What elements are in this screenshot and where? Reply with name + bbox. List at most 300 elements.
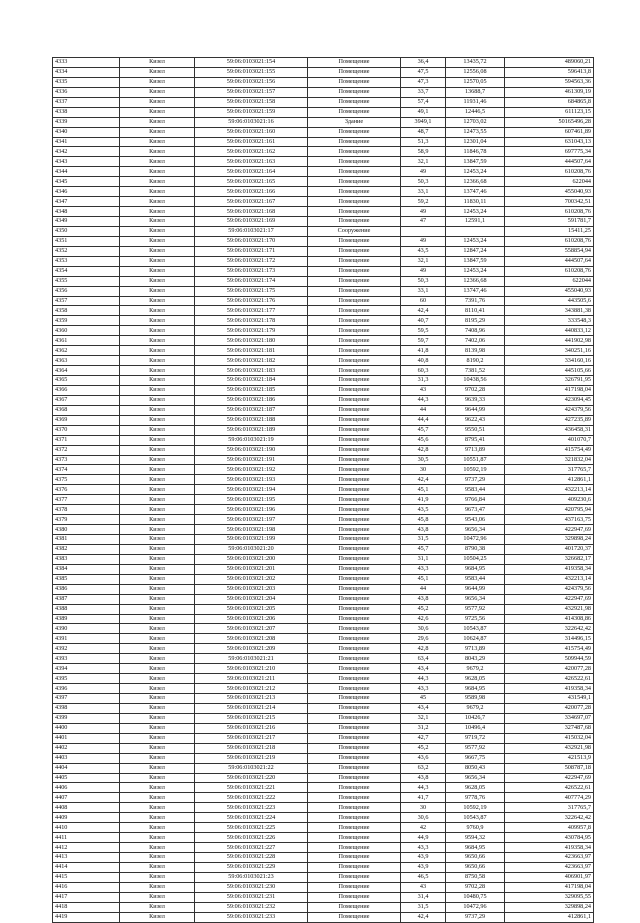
object-type-cell: Помещение bbox=[308, 445, 401, 455]
row-number: 4379 bbox=[53, 515, 120, 525]
row-number: 4392 bbox=[53, 644, 120, 654]
table-row bbox=[53, 296, 594, 306]
table-row bbox=[53, 147, 594, 157]
unit-price-cell: 8110,41 bbox=[446, 306, 505, 316]
cadastral-number-cell: 59:06:0103021:205 bbox=[195, 604, 308, 614]
table-row bbox=[53, 77, 594, 87]
cadastral-value-cell: 321832,04 bbox=[505, 455, 594, 465]
unit-price-cell: 12556,08 bbox=[446, 67, 505, 77]
table-row bbox=[53, 862, 594, 872]
table-row bbox=[53, 783, 594, 793]
cadastral-value-cell: 610208,76 bbox=[505, 167, 594, 177]
cadastral-number-cell: 59:06:0103021:154 bbox=[195, 58, 308, 68]
object-type-cell: Помещение bbox=[308, 455, 401, 465]
area-cell: 41,7 bbox=[401, 793, 446, 803]
table-row bbox=[53, 246, 594, 256]
row-number: 4418 bbox=[53, 902, 120, 912]
unit-price-cell: 13747,46 bbox=[446, 286, 505, 296]
cadastral-value-cell: 334160,16 bbox=[505, 356, 594, 366]
object-type-cell: Помещение bbox=[308, 336, 401, 346]
area-cell: 45,7 bbox=[401, 425, 446, 435]
row-number: 4354 bbox=[53, 266, 120, 276]
row-number: 4363 bbox=[53, 356, 120, 366]
object-type-cell: Здание bbox=[308, 117, 401, 127]
cadastral-value-cell: 334697,07 bbox=[505, 713, 594, 723]
object-type-cell: Помещение bbox=[308, 773, 401, 783]
table-row bbox=[53, 594, 594, 604]
area-cell: 33,1 bbox=[401, 286, 446, 296]
cadastral-value-cell: 445105,66 bbox=[505, 366, 594, 376]
unit-price-cell: 9766,84 bbox=[446, 495, 505, 505]
table-row bbox=[53, 654, 594, 664]
unit-price-cell: 12703,02 bbox=[446, 117, 505, 127]
city-cell: Кизел bbox=[120, 97, 195, 107]
table-row bbox=[53, 634, 594, 644]
object-type-cell: Помещение bbox=[308, 415, 401, 425]
cadastral-number-cell: 59:06:0103021:223 bbox=[195, 803, 308, 813]
row-number: 4362 bbox=[53, 346, 120, 356]
unit-price-cell: 9684,95 bbox=[446, 843, 505, 853]
area-cell: 43,3 bbox=[401, 684, 446, 694]
row-number: 4387 bbox=[53, 594, 120, 604]
cadastral-value-cell: 443505,6 bbox=[505, 296, 594, 306]
table-row bbox=[53, 813, 594, 823]
area-cell: 45 bbox=[401, 694, 446, 704]
city-cell: Кизел bbox=[120, 723, 195, 733]
table-row bbox=[53, 584, 594, 594]
city-cell: Кизел bbox=[120, 366, 195, 376]
table-row bbox=[53, 535, 594, 545]
unit-price-cell: 9543,06 bbox=[446, 515, 505, 525]
area-cell: 42,4 bbox=[401, 306, 446, 316]
unit-price-cell: 8190,2 bbox=[446, 356, 505, 366]
cadastral-value-cell: 431549,1 bbox=[505, 694, 594, 704]
row-number: 4401 bbox=[53, 733, 120, 743]
cadastral-value-cell: 423663,97 bbox=[505, 853, 594, 863]
cadastral-value-cell: 419358,34 bbox=[505, 684, 594, 694]
cadastral-value-cell: 610208,76 bbox=[505, 207, 594, 217]
table-row bbox=[53, 137, 594, 147]
object-type-cell: Помещение bbox=[308, 266, 401, 276]
cadastral-value-cell: 417198,04 bbox=[505, 385, 594, 395]
cadastral-number-cell: 59:06:0103021:230 bbox=[195, 882, 308, 892]
area-cell: 42,6 bbox=[401, 614, 446, 624]
cadastral-number-cell: 59:06:0103021:155 bbox=[195, 67, 308, 77]
city-cell: Кизел bbox=[120, 217, 195, 227]
unit-price-cell: 10472,96 bbox=[446, 902, 505, 912]
cadastral-value-cell: 421513,9 bbox=[505, 753, 594, 763]
city-cell: Кизел bbox=[120, 326, 195, 336]
city-cell: Кизел bbox=[120, 733, 195, 743]
row-number: 4333 bbox=[53, 58, 120, 68]
area-cell: 44,3 bbox=[401, 783, 446, 793]
area-cell: 43,4 bbox=[401, 664, 446, 674]
cadastral-value-cell: 322642,42 bbox=[505, 813, 594, 823]
cadastral-number-cell: 59:06:0103021:20 bbox=[195, 544, 308, 554]
unit-price-cell: 12473,55 bbox=[446, 127, 505, 137]
row-number: 4377 bbox=[53, 495, 120, 505]
area-cell: 45,1 bbox=[401, 574, 446, 584]
cadastral-number-cell: 59:06:0103021:224 bbox=[195, 813, 308, 823]
object-type-cell: Помещение bbox=[308, 803, 401, 813]
table-row bbox=[53, 87, 594, 97]
unit-price-cell: 10543,87 bbox=[446, 813, 505, 823]
row-number: 4364 bbox=[53, 366, 120, 376]
table-row bbox=[53, 366, 594, 376]
area-cell: 45,1 bbox=[401, 485, 446, 495]
object-type-cell: Помещение bbox=[308, 694, 401, 704]
cadastral-value-cell: 326682,17 bbox=[505, 554, 594, 564]
table-row bbox=[53, 564, 594, 574]
area-cell: 42 bbox=[401, 823, 446, 833]
table-row bbox=[53, 455, 594, 465]
cadastral-number-cell: 59:06:0103021:228 bbox=[195, 853, 308, 863]
unit-price-cell: 9656,34 bbox=[446, 594, 505, 604]
table-row bbox=[53, 853, 594, 863]
area-cell: 59,5 bbox=[401, 326, 446, 336]
city-cell: Кизел bbox=[120, 872, 195, 882]
unit-price-cell: 12453,24 bbox=[446, 236, 505, 246]
cadastral-number-cell: 59:06:0103021:173 bbox=[195, 266, 308, 276]
cadastral-value-cell: 423094,45 bbox=[505, 395, 594, 405]
area-cell: 45,2 bbox=[401, 743, 446, 753]
cadastral-value-cell: 415032,04 bbox=[505, 733, 594, 743]
row-number: 4419 bbox=[53, 912, 120, 922]
area-cell: 42,4 bbox=[401, 912, 446, 922]
row-number: 4356 bbox=[53, 286, 120, 296]
object-type-cell: Помещение bbox=[308, 276, 401, 286]
row-number: 4396 bbox=[53, 684, 120, 694]
city-cell: Кизел bbox=[120, 226, 195, 236]
unit-price-cell: 10504,25 bbox=[446, 554, 505, 564]
row-number: 4358 bbox=[53, 306, 120, 316]
area-cell: 60 bbox=[401, 296, 446, 306]
city-cell: Кизел bbox=[120, 147, 195, 157]
cadastral-number-cell: 59:06:0103021:180 bbox=[195, 336, 308, 346]
unit-price-cell: 7391,76 bbox=[446, 296, 505, 306]
cadastral-value-cell: 414308,86 bbox=[505, 614, 594, 624]
table-row bbox=[53, 376, 594, 386]
area-cell: 41,8 bbox=[401, 346, 446, 356]
cadastral-number-cell: 59:06:0103021:233 bbox=[195, 912, 308, 922]
cadastral-number-cell: 59:06:0103021:174 bbox=[195, 276, 308, 286]
area-cell: 32,1 bbox=[401, 256, 446, 266]
object-type-cell: Помещение bbox=[308, 733, 401, 743]
cadastral-number-cell: 59:06:0103021:185 bbox=[195, 385, 308, 395]
cadastral-value-cell: 415754,49 bbox=[505, 644, 594, 654]
row-number: 4415 bbox=[53, 872, 120, 882]
unit-price-cell: 9577,92 bbox=[446, 743, 505, 753]
object-type-cell: Помещение bbox=[308, 515, 401, 525]
table-row bbox=[53, 217, 594, 227]
table-row bbox=[53, 674, 594, 684]
object-type-cell: Помещение bbox=[308, 783, 401, 793]
row-number: 4390 bbox=[53, 624, 120, 634]
unit-price-cell: 9594,32 bbox=[446, 833, 505, 843]
table-row bbox=[53, 197, 594, 207]
area-cell: 31,5 bbox=[401, 535, 446, 545]
city-cell: Кизел bbox=[120, 475, 195, 485]
object-type-cell: Помещение bbox=[308, 346, 401, 356]
area-cell: 33,1 bbox=[401, 187, 446, 197]
cadastral-number-cell: 59:06:0103021:226 bbox=[195, 833, 308, 843]
cadastral-value-cell: 409230,6 bbox=[505, 495, 594, 505]
area-cell: 30,5 bbox=[401, 455, 446, 465]
area-cell: 44,4 bbox=[401, 415, 446, 425]
cadastral-number-cell: 59:06:0103021:211 bbox=[195, 674, 308, 684]
area-cell: 31,4 bbox=[401, 892, 446, 902]
city-cell: Кизел bbox=[120, 137, 195, 147]
city-cell: Кизел bbox=[120, 793, 195, 803]
city-cell: Кизел bbox=[120, 505, 195, 515]
table-row bbox=[53, 574, 594, 584]
city-cell: Кизел bbox=[120, 763, 195, 773]
area-cell: 43,4 bbox=[401, 703, 446, 713]
area-cell: 36,4 bbox=[401, 58, 446, 68]
cadastral-number-cell: 59:06:0103021:231 bbox=[195, 892, 308, 902]
area-cell: 41,9 bbox=[401, 495, 446, 505]
object-type-cell: Помещение bbox=[308, 187, 401, 197]
table-row bbox=[53, 843, 594, 853]
city-cell: Кизел bbox=[120, 525, 195, 535]
table-row bbox=[53, 405, 594, 415]
area-cell: 32,1 bbox=[401, 157, 446, 167]
row-number: 4355 bbox=[53, 276, 120, 286]
object-type-cell: Помещение bbox=[308, 535, 401, 545]
cadastral-value-cell: 401720,37 bbox=[505, 544, 594, 554]
cadastral-number-cell: 59:06:0103021:186 bbox=[195, 395, 308, 405]
cadastral-value-cell: 329095,55 bbox=[505, 892, 594, 902]
cadastral-value-cell: 327487,68 bbox=[505, 723, 594, 733]
table-row bbox=[53, 485, 594, 495]
area-cell: 44,3 bbox=[401, 395, 446, 405]
cadastral-number-cell: 59:06:0103021:191 bbox=[195, 455, 308, 465]
object-type-cell: Помещение bbox=[308, 405, 401, 415]
row-number: 4417 bbox=[53, 892, 120, 902]
object-type-cell: Помещение bbox=[308, 385, 401, 395]
unit-price-cell: 12453,24 bbox=[446, 167, 505, 177]
cadastral-value-cell: 407774,29 bbox=[505, 793, 594, 803]
city-cell: Кизел bbox=[120, 535, 195, 545]
row-number: 4388 bbox=[53, 604, 120, 614]
object-type-cell: Помещение bbox=[308, 286, 401, 296]
unit-price-cell: 9684,95 bbox=[446, 684, 505, 694]
unit-price-cell: 9583,44 bbox=[446, 574, 505, 584]
area-cell: 40,8 bbox=[401, 356, 446, 366]
city-cell: Кизел bbox=[120, 435, 195, 445]
cadastral-value-cell: 444507,64 bbox=[505, 157, 594, 167]
area-cell: 45,2 bbox=[401, 604, 446, 614]
unit-price-cell: 7402,06 bbox=[446, 336, 505, 346]
cadastral-number-cell: 59:06:0103021:192 bbox=[195, 465, 308, 475]
object-type-cell: Помещение bbox=[308, 544, 401, 554]
city-cell: Кизел bbox=[120, 256, 195, 266]
unit-price-cell: 10480,75 bbox=[446, 892, 505, 902]
table-row bbox=[53, 346, 594, 356]
row-number: 4367 bbox=[53, 395, 120, 405]
cadastral-value-cell: 596413,8 bbox=[505, 67, 594, 77]
area-cell: 46,5 bbox=[401, 872, 446, 882]
city-cell: Кизел bbox=[120, 465, 195, 475]
cadastral-number-cell: 59:06:0103021:229 bbox=[195, 862, 308, 872]
cadastral-value-table bbox=[52, 57, 594, 923]
row-number: 4383 bbox=[53, 554, 120, 564]
cadastral-number-cell: 59:06:0103021:179 bbox=[195, 326, 308, 336]
cadastral-number-cell: 59:06:0103021:204 bbox=[195, 594, 308, 604]
table-row bbox=[53, 306, 594, 316]
unit-price-cell: 11846,78 bbox=[446, 147, 505, 157]
table-row bbox=[53, 753, 594, 763]
city-cell: Кизел bbox=[120, 385, 195, 395]
row-number: 4411 bbox=[53, 833, 120, 843]
row-number: 4391 bbox=[53, 634, 120, 644]
city-cell: Кизел bbox=[120, 316, 195, 326]
table-row bbox=[53, 773, 594, 783]
object-type-cell: Помещение bbox=[308, 892, 401, 902]
area-cell: 47 bbox=[401, 217, 446, 227]
table-row bbox=[53, 515, 594, 525]
object-type-cell: Помещение bbox=[308, 246, 401, 256]
object-type-cell: Помещение bbox=[308, 823, 401, 833]
cadastral-value-cell: 684865,8 bbox=[505, 97, 594, 107]
city-cell: Кизел bbox=[120, 902, 195, 912]
cadastral-value-cell: 437163,75 bbox=[505, 515, 594, 525]
area-cell bbox=[401, 226, 446, 236]
area-cell: 30,6 bbox=[401, 624, 446, 634]
row-number: 4382 bbox=[53, 544, 120, 554]
area-cell: 43,8 bbox=[401, 525, 446, 535]
city-cell: Кизел bbox=[120, 395, 195, 405]
cadastral-value-cell: 622044 bbox=[505, 177, 594, 187]
city-cell: Кизел bbox=[120, 882, 195, 892]
table-row bbox=[53, 912, 594, 922]
cadastral-number-cell: 59:06:0103021:218 bbox=[195, 743, 308, 753]
area-cell: 44,3 bbox=[401, 674, 446, 684]
table-row bbox=[53, 505, 594, 515]
cadastral-number-cell: 59:06:0103021:190 bbox=[195, 445, 308, 455]
cadastral-value-cell: 427235,89 bbox=[505, 415, 594, 425]
object-type-cell: Помещение bbox=[308, 882, 401, 892]
object-type-cell: Помещение bbox=[308, 177, 401, 187]
city-cell: Кизел bbox=[120, 236, 195, 246]
cadastral-value-cell: 419358,34 bbox=[505, 564, 594, 574]
cadastral-value-cell: 415754,49 bbox=[505, 445, 594, 455]
cadastral-value-cell: 432213,14 bbox=[505, 574, 594, 584]
area-cell: 43 bbox=[401, 882, 446, 892]
cadastral-number-cell: 59:06:0103021:212 bbox=[195, 684, 308, 694]
table-row bbox=[53, 624, 594, 634]
unit-price-cell: 9760,9 bbox=[446, 823, 505, 833]
city-cell: Кизел bbox=[120, 892, 195, 902]
object-type-cell: Помещение bbox=[308, 793, 401, 803]
row-number: 4406 bbox=[53, 783, 120, 793]
row-number: 4412 bbox=[53, 843, 120, 853]
object-type-cell: Помещение bbox=[308, 316, 401, 326]
cadastral-number-cell: 59:06:0103021:22 bbox=[195, 763, 308, 773]
cadastral-value-cell: 343881,38 bbox=[505, 306, 594, 316]
object-type-cell: Помещение bbox=[308, 77, 401, 87]
cadastral-value-cell: 314496,15 bbox=[505, 634, 594, 644]
row-number: 4408 bbox=[53, 803, 120, 813]
unit-price-cell: 9778,76 bbox=[446, 793, 505, 803]
city-cell: Кизел bbox=[120, 107, 195, 117]
row-number: 4350 bbox=[53, 226, 120, 236]
cadastral-value-cell: 420077,28 bbox=[505, 664, 594, 674]
area-cell: 49 bbox=[401, 207, 446, 217]
city-cell: Кизел bbox=[120, 187, 195, 197]
city-cell: Кизел bbox=[120, 117, 195, 127]
row-number: 4378 bbox=[53, 505, 120, 515]
row-number: 4375 bbox=[53, 475, 120, 485]
city-cell: Кизел bbox=[120, 614, 195, 624]
unit-price-cell: 9673,47 bbox=[446, 505, 505, 515]
object-type-cell: Помещение bbox=[308, 843, 401, 853]
cadastral-value-cell: 426522,61 bbox=[505, 783, 594, 793]
object-type-cell: Помещение bbox=[308, 465, 401, 475]
city-cell: Кизел bbox=[120, 703, 195, 713]
city-cell: Кизел bbox=[120, 684, 195, 694]
unit-price-cell: 9550,51 bbox=[446, 425, 505, 435]
object-type-cell: Помещение bbox=[308, 753, 401, 763]
object-type-cell: Помещение bbox=[308, 306, 401, 316]
area-cell: 43 bbox=[401, 385, 446, 395]
cadastral-number-cell: 59:06:0103021:159 bbox=[195, 107, 308, 117]
unit-price-cell: 10592,19 bbox=[446, 803, 505, 813]
cadastral-number-cell: 59:06:0103021:188 bbox=[195, 415, 308, 425]
table-row bbox=[53, 385, 594, 395]
area-cell: 31,5 bbox=[401, 902, 446, 912]
table-row bbox=[53, 236, 594, 246]
cadastral-value-cell: 489060,21 bbox=[505, 58, 594, 68]
unit-price-cell: 9679,2 bbox=[446, 664, 505, 674]
table-row bbox=[53, 604, 594, 614]
object-type-cell: Помещение bbox=[308, 207, 401, 217]
unit-price-cell bbox=[446, 226, 505, 236]
unit-price-cell: 9650,66 bbox=[446, 862, 505, 872]
cadastral-value-cell: 455040,93 bbox=[505, 286, 594, 296]
cadastral-number-cell: 59:06:0103021:193 bbox=[195, 475, 308, 485]
cadastral-number-cell: 59:06:0103021:172 bbox=[195, 256, 308, 266]
object-type-cell: Помещение bbox=[308, 664, 401, 674]
cadastral-value-cell: 322642,42 bbox=[505, 624, 594, 634]
unit-price-cell: 13847,59 bbox=[446, 157, 505, 167]
object-type-cell: Помещение bbox=[308, 366, 401, 376]
city-cell: Кизел bbox=[120, 58, 195, 68]
city-cell: Кизел bbox=[120, 266, 195, 276]
row-number: 4414 bbox=[53, 862, 120, 872]
unit-price-cell: 11830,11 bbox=[446, 197, 505, 207]
area-cell: 42,4 bbox=[401, 475, 446, 485]
area-cell: 59,2 bbox=[401, 197, 446, 207]
table-body bbox=[53, 58, 594, 923]
object-type-cell: Помещение bbox=[308, 912, 401, 922]
cadastral-value-cell: 422947,69 bbox=[505, 773, 594, 783]
unit-price-cell: 9719,72 bbox=[446, 733, 505, 743]
object-type-cell: Помещение bbox=[308, 425, 401, 435]
city-cell: Кизел bbox=[120, 405, 195, 415]
cadastral-value-cell: 422947,69 bbox=[505, 594, 594, 604]
row-number: 4341 bbox=[53, 137, 120, 147]
table-row bbox=[53, 823, 594, 833]
cadastral-value-cell: 444507,64 bbox=[505, 256, 594, 266]
row-number: 4352 bbox=[53, 246, 120, 256]
area-cell: 29,6 bbox=[401, 634, 446, 644]
city-cell: Кизел bbox=[120, 336, 195, 346]
table-row bbox=[53, 892, 594, 902]
cadastral-value-cell: 594563,36 bbox=[505, 77, 594, 87]
cadastral-number-cell: 59:06:0103021:19 bbox=[195, 435, 308, 445]
cadastral-number-cell: 59:06:0103021:17 bbox=[195, 226, 308, 236]
